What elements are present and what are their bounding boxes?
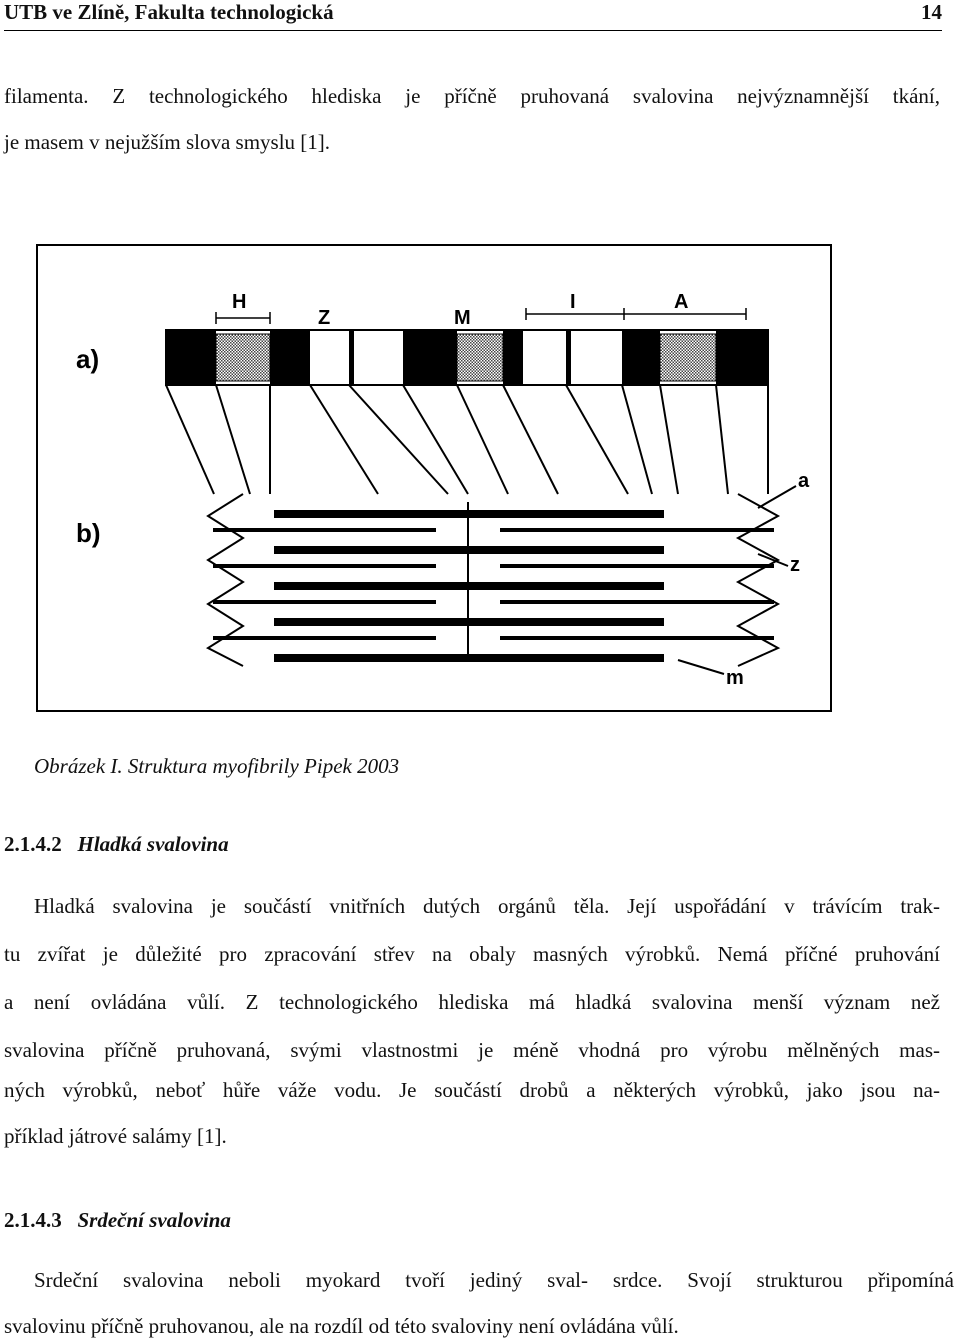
section-number: 2.1.4.2 <box>4 832 62 856</box>
smooth-line-1: Hladká svalovina je součástí vnitřních dutých orgánů těla. Její uspořádání v trávícím trak- <box>34 894 940 918</box>
fibril-band <box>166 330 768 385</box>
page-number: 14 <box>921 0 942 24</box>
label-z: Z <box>318 307 331 329</box>
label-h: H <box>232 291 247 313</box>
section-title: Srdeční svalovina <box>77 1208 231 1232</box>
smooth-line-5: ných výrobků, neboť hůře váže vodu. Je součástí drobů a některých výrobků, jako jsou na- <box>4 1078 940 1102</box>
dimension-markers <box>216 308 746 324</box>
label-b-part: b) <box>76 518 101 548</box>
label-m: M <box>454 307 471 329</box>
myofibril-diagram <box>38 246 834 714</box>
section-title: Hladká svalovina <box>77 832 229 856</box>
smooth-line-3: a není ovládána vůlí. Z technologického hlediska má hladká svalovina menší význam než <box>4 990 940 1014</box>
cardiac-line-2: svalovinu příčně pruhovanou, ale na rozdíl od této svaloviny není ovládána vůlí. <box>4 1314 679 1338</box>
myofibril-figure <box>36 244 832 712</box>
intro-line-1: filamenta. Z technologického hlediska je příčně pruhovaná svalovina nejvýznamnější tkání, <box>4 84 940 108</box>
z-line-left <box>208 494 243 666</box>
smooth-line-6: příklad játrové salámy [1]. <box>4 1124 227 1148</box>
z-line-right <box>738 494 778 666</box>
label-a-part: a) <box>76 344 100 374</box>
section-heading-cardiac <box>4 1208 231 1232</box>
label-z-line: z <box>790 554 800 576</box>
pointer-lines <box>678 486 796 674</box>
header-title: UTB ve Zlíně, Fakulta technologická <box>4 0 334 24</box>
section-number: 2.1.4.3 <box>4 1208 62 1232</box>
label-a-band: A <box>674 291 689 313</box>
smooth-line-4: svalovina příčně pruhovaná, svými vlastnostmi je méně vhodná pro výrobu mělněných mas- <box>4 1038 940 1062</box>
label-m-myosin: m <box>726 667 744 689</box>
smooth-line-2: tu zvířat je důležité pro zpracování střev na obaly masných výrobků. Nemá příčné pruhování <box>4 942 940 966</box>
section-heading-smooth <box>4 832 229 856</box>
zoom-lines <box>166 385 768 494</box>
label-i: I <box>570 291 576 313</box>
figure-caption: Obrázek I. Struktura myofibrily Pipek 2003 <box>34 754 400 778</box>
label-a-actin: a <box>798 470 810 492</box>
page-header <box>4 0 942 31</box>
intro-line-2: je masem v nejužším slova smyslu [1]. <box>4 130 331 154</box>
cardiac-line-1: Srdeční svalovina neboli myokard tvoří jediný sval- srdce. Svojí strukturou připomíná <box>34 1268 954 1292</box>
